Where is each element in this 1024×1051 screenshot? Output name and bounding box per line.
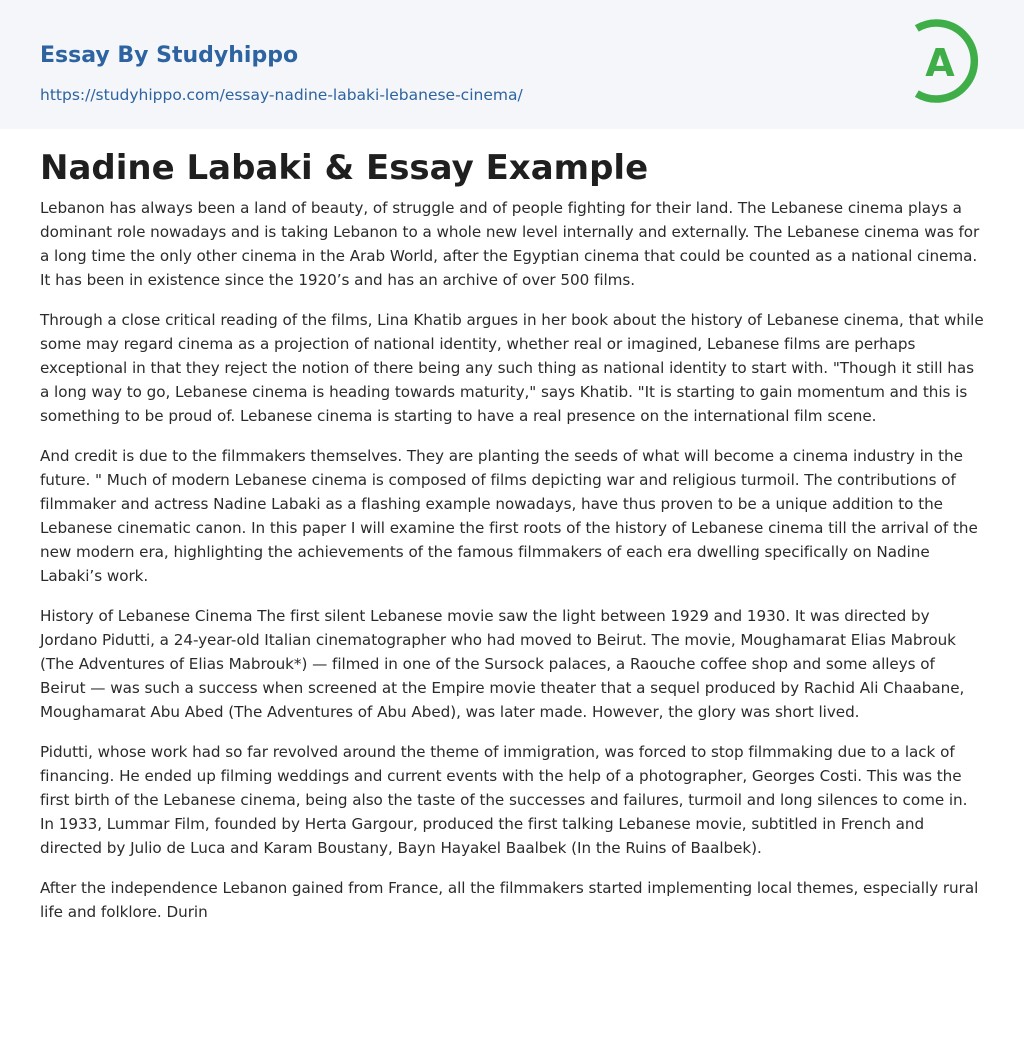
article	[40, 146, 984, 940]
logo-ring-icon	[912, 18, 988, 106]
page-title: Nadine Labaki & Essay Example	[40, 148, 649, 188]
paragraph-6: After the independence Lebanon gained from France, all the filmmakers started implementing local themes, especially rural life and folklore. Durin	[40, 879, 979, 921]
paragraph-1: Lebanon has always been a land of beauty, of struggle and of people fighting for their land. The Lebanese cinema plays a dominant role nowadays and is taking Lebanon to a whole new level internally and externally. The Lebanese cinema was for a long time the only other cinema in the Arab World, after the Egyptian cinema that could be counted as a national cinema. It has been in existence since the 1920’s and has an archive of over 500 films.	[40, 199, 980, 289]
site-title[interactable]: Essay By Studyhippo	[40, 43, 299, 68]
paragraph-5: Pidutti, whose work had so far revolved around the theme of immigration, was forced to stop filmmaking due to a lack of financing. He ended up filming weddings and current events with the help of a photographer, Georges Costi. This was the first birth of the Lebanese cinema, being also the taste of the successes and failures, turmoil and long silences to come in. In 1933, Lummar Film, founded by Herta Gargour, produced the first talking Lebanese movie, subtitled in French and directed by Julio de Luca and Karam Boustany, Bayn Hayakel Baalbek (In the Ruins of Baalbek).	[40, 743, 968, 857]
paragraph-3: And credit is due to the filmmakers themselves. They are planting the seeds of what will become a cinema industry in the future. " Much of modern Lebanese cinema is composed of films depicting war and religious turmoil. The contributions of filmmaker and actress Nadine Labaki as a flashing example nowadays, have thus proven to be a unique addition to the Lebanese cinematic canon. In this paper I will examine the first roots of the history of Lebanese cinema till the arrival of the new modern era, highlighting the achievements of the famous filmmakers of each era dwelling specifically on Nadine Labaki’s work.	[40, 447, 978, 585]
logo-letter: A	[925, 41, 955, 85]
paragraph-2: Through a close critical reading of the films, Lina Khatib argues in her book about the history of Lebanese cinema, that while some may regard cinema as a projection of national identity, whether real or imagined, Lebanese films are perhaps exceptional in that they reject the notion of there being any such thing as national identity to start with. "Though it still has a long way to go, Lebanese cinema is heading towards maturity," says Khatib. "It is starting to gain momentum and this is something to be proud of. Lebanese cinema is starting to have a real presence on the international film scene.	[40, 311, 984, 425]
essay-url-link[interactable]: https://studyhippo.com/essay-nadine-labaki-lebanese-cinema/	[40, 86, 523, 104]
site-header	[0, 0, 1024, 129]
studyhippo-logo[interactable]	[912, 18, 988, 106]
paragraph-4: History of Lebanese Cinema The first silent Lebanese movie saw the light between 1929 and 1930. It was directed by Jordano Pidutti, a 24-year-old Italian cinematographer who had moved to Beirut. The movie, Moughamarat Elias Mabrouk (The Adventures of Elias Mabrouk*) — filmed in one of the Sursock palaces, a Raouche coffee shop and some alleys of Beirut — was such a success when screened at the Empire movie theater that a sequel produced by Rachid Ali Chaabane, Moughamarat Abu Abed (The Adventures of Abu Abed), was later made. However, the glory was short lived.	[40, 607, 965, 721]
